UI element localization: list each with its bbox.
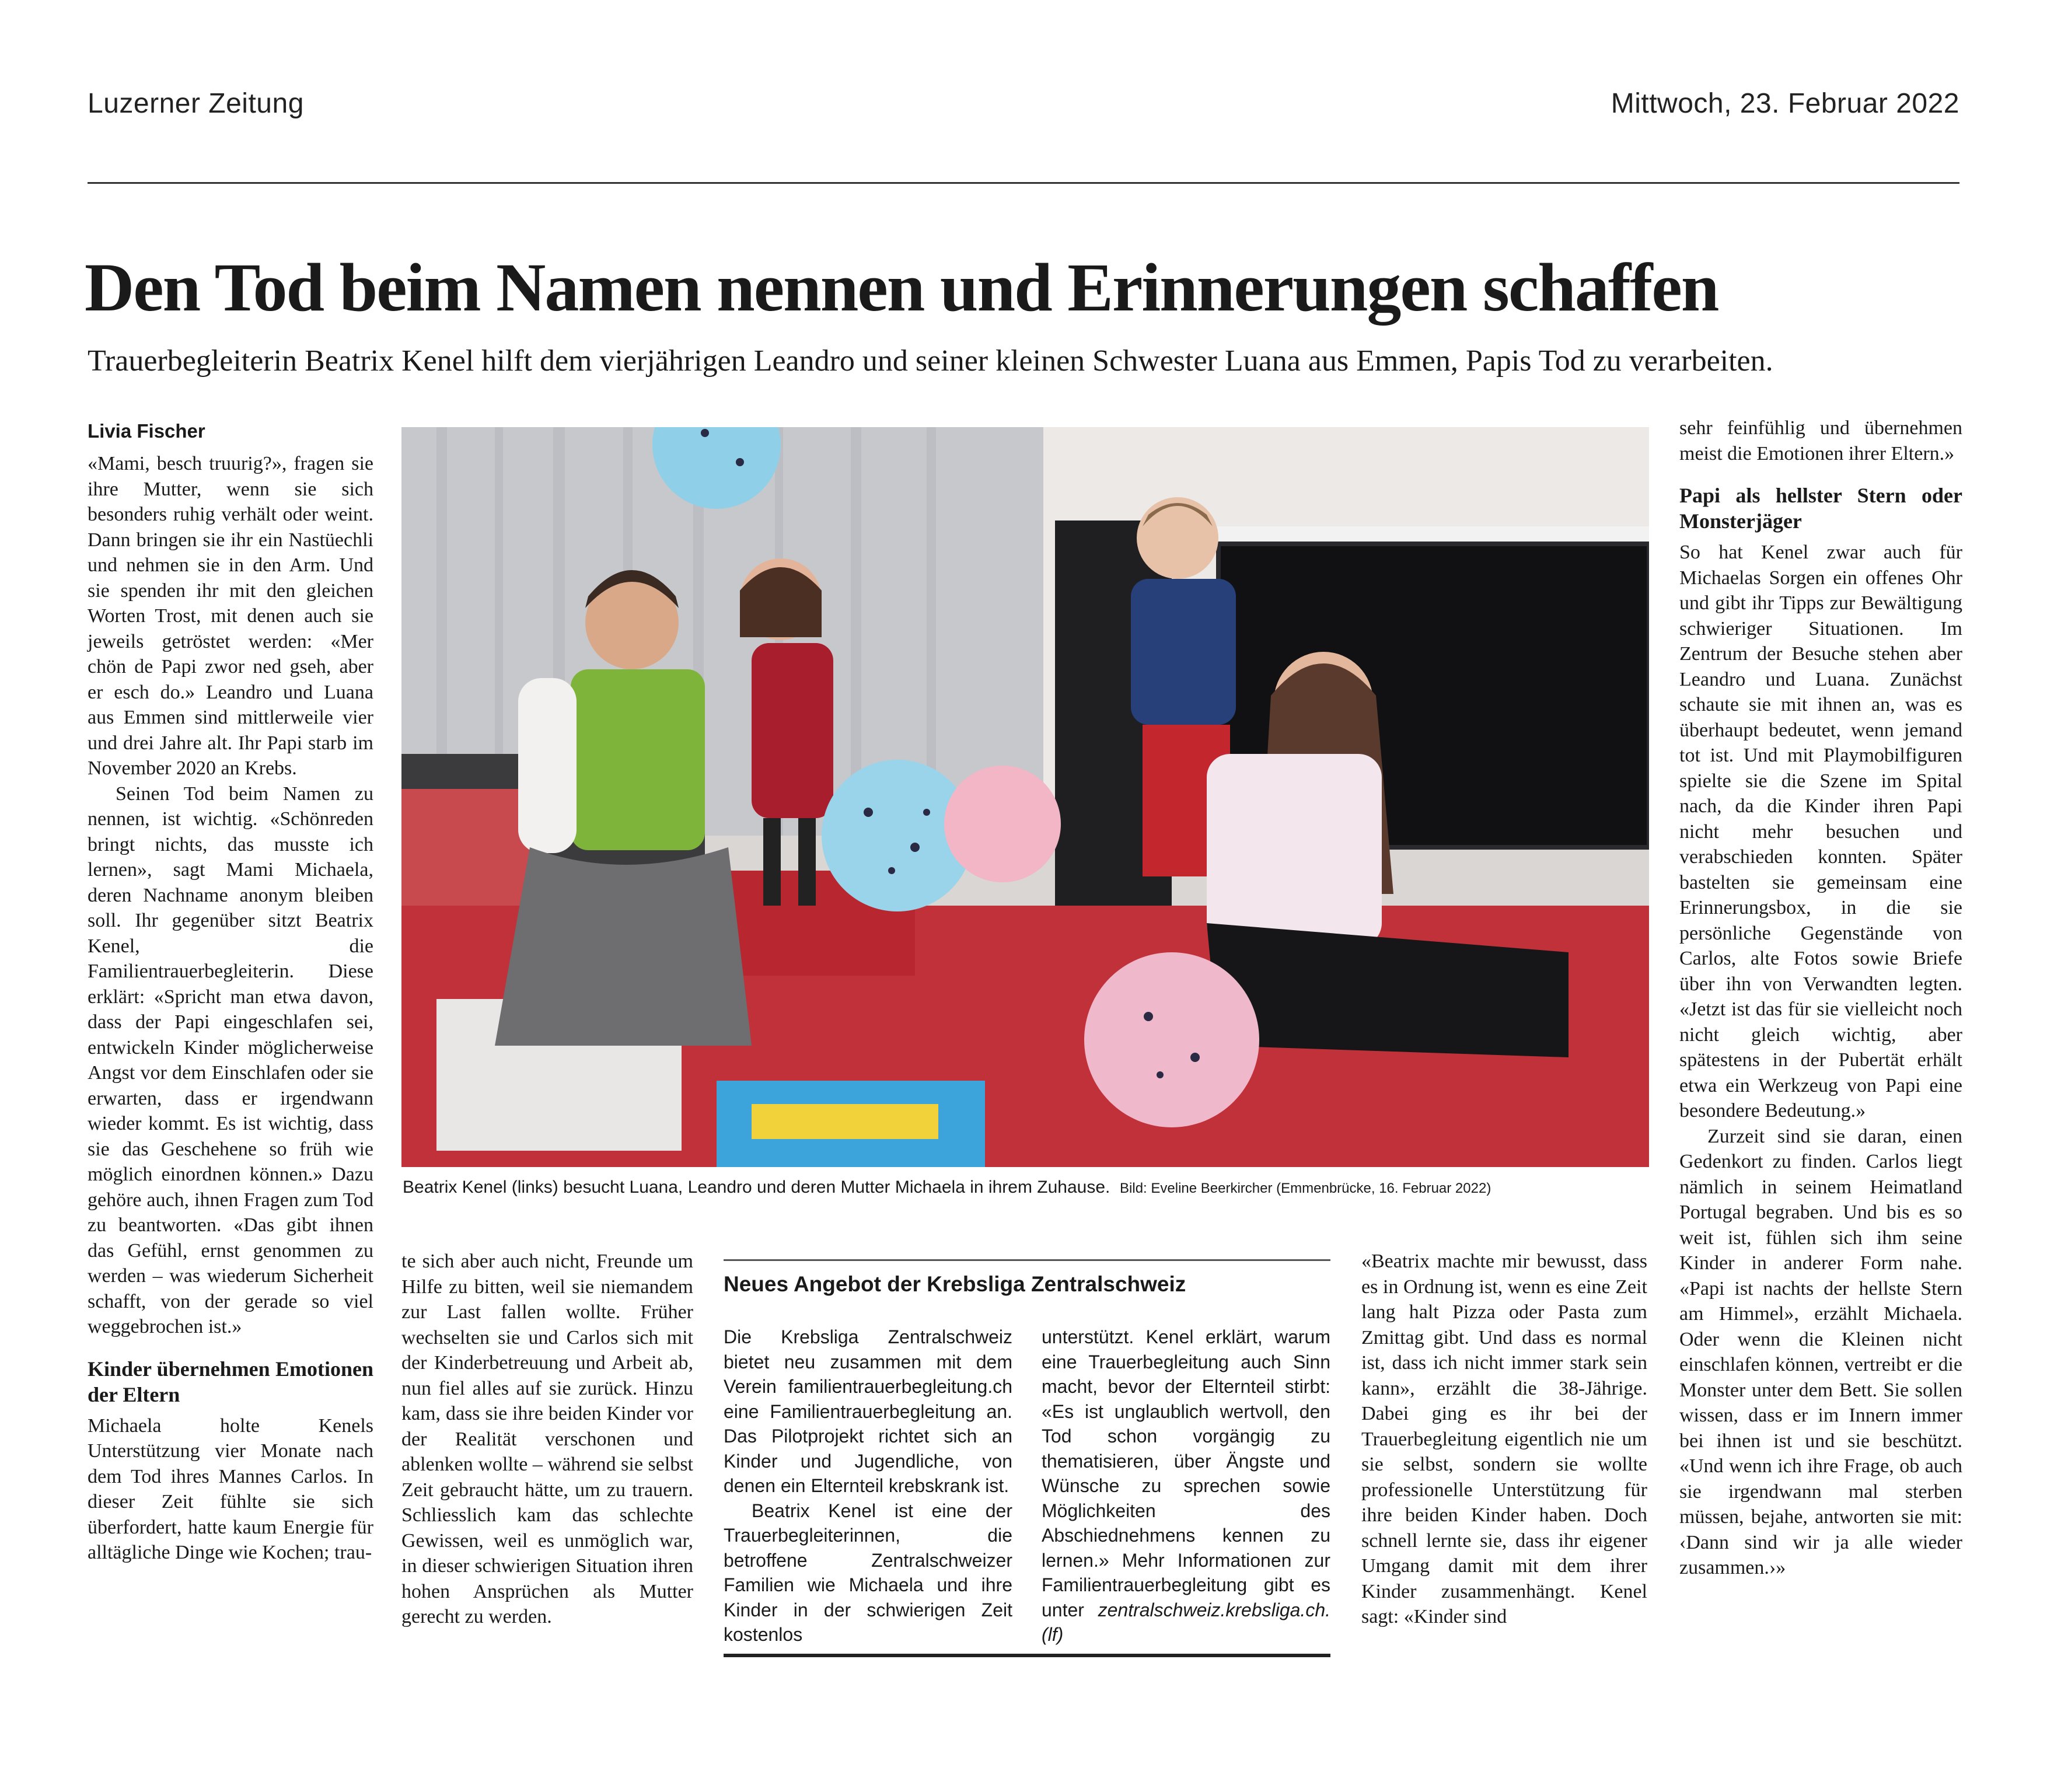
- infobox-top-rule: [724, 1259, 1330, 1261]
- caption-text: Beatrix Kenel (links) besucht Luana, Leandro und deren Mutter Michaela in ihrem Zuhause.: [403, 1178, 1110, 1197]
- infobox-bottom-rule: [724, 1654, 1330, 1657]
- photo-caption: [403, 1178, 1649, 1197]
- headline: Den Tod beim Namen nennen und Erinnerungen schaffen: [85, 249, 1718, 326]
- infobox-paragraph: Die Krebsliga Zentralschweiz bietet neu zusammen mit dem Verein familientrauerbegleitung.ch eine Familientrauerbegleitung an. Das Pilotprojekt richtet sich an Kinder und Jugendliche, von denen ein Elternteil krebskrank ist.: [724, 1326, 1012, 1496]
- infobox-paragraph: unterstützt. Kenel erklärt, warum eine Trauerbegleitung auch Sinn macht, bevor der Elternteil stirbt: «Es ist unglaublich wertvoll, den Tod schon vorgängig zu thematisieren, über Ängste und Wünsche zu sprechen sowie Möglichkeiten des Abschiednehmens kennen zu lernen.» Mehr Informationen zur Familientrauerbegleitung gibt es unter zentralschweiz.krebsliga.ch. (lf): [1042, 1326, 1330, 1645]
- paragraph: te sich aber auch nicht, Freunde um Hilfe zu bitten, weil sie niemandem zur Last fallen wollte. Früher wechselten sie und Carlos sich mit der Kinderbetreuung und Arbeit ab, nun fiel alles auf sie zurück. Hinzu kam, dass sie ihre beiden Kinder vor der Realität verschonen und ablenken wollte – während sie selbst Zeit gebraucht hätte, um zu trauern. Schliesslich kam das schlechte Gewissen, weil es unmöglich war, in dieser schwierigen Situation ihren hohen Ansprüchen als Mutter gerecht zu werden.: [401, 1250, 693, 1627]
- article-column-6: [1679, 415, 1962, 1581]
- paragraph: Zurzeit sind sie daran, einen Gedenkort zu finden. Carlos liegt nämlich in seinem Heimatland Portugal begraben. Und bis es so weit ist, fühlen sich ihm seine Kinder in anderer Form nahe. «Papi ist nachts der hellste Stern am Himmel», erzählt Michaela. Oder wenn die Kleinen nicht einschlafen können, vertreibt er die Monster unter dem Bett. Sie sollen wissen, dass er im Innern immer bei ihnen ist und sie beschützt. «Und wenn ich ihre Frage, ob auch sie irgendwann mal sterben müssen, bejahe, antworten sie mit: ‹Dann sind wir ja alle wieder zusammen.›»: [1679, 1125, 1962, 1578]
- paragraph: «Beatrix machte mir bewusst, dass es in Ordnung ist, wenn es eine Zeit lang halt Pizza oder Pasta zum Zmittag gibt. Und dass es normal ist, dass ich nicht immer stark sein kann», erzählt die 38-Jährige. Dabei ging es ihr bei der Trauerbegleitung eigentlich nie um sie selbst, sondern sie wollte professionelle Unterstützung für ihre beiden Kinder haben. Doch schnell lernte sie, dass ihr eigener Umgang damit mit dem ihrer Kinder zusammenhängt. Kenel sagt: «Kinder sind: [1361, 1250, 1647, 1627]
- paragraph: sehr feinfühlig und übernehmen meist die Emotionen ihrer Eltern.»: [1679, 417, 1962, 464]
- subheading: Kinder übernehmen Emotionen der Eltern: [88, 1357, 373, 1406]
- newspaper-name: Luzerner Zeitung: [88, 88, 304, 119]
- infobox-title: Neues Angebot der Krebsliga Zentralschweiz: [724, 1272, 1186, 1296]
- article-column-1: [88, 451, 373, 1566]
- infobox-column-2: [1042, 1325, 1330, 1647]
- article-column-2: [401, 1249, 693, 1630]
- author-byline: Livia Fischer: [88, 420, 205, 442]
- paragraph: So hat Kenel zwar auch für Michaelas Sorgen ein offenes Ohr und gibt ihr Tipps zur Bewältigung schwieriger Situationen. Im Zentrum der Besuche stehen aber Leandro und Luana. Zunächst schaute sie mit ihnen an, was es überhaupt bedeutet, wenn jemand tot ist. Und mit Playmobilfiguren spielte sie die Szene im Spital nach, da die Kinder ihren Papi nicht mehr besuchen und verabschieden konnten. Später bastelten sie gemeinsam eine Erinnerungsbox, in die sie persönliche Gegenstände von Carlos, alte Fotos sowie Briefe über ihn von Verwandten legten. «Jetzt ist das für sie vielleicht noch nicht gleich wichtig, aber spätestens in der Pubertät erhält etwa ein Werkzeug von Papi eine besondere Bedeutung.»: [1679, 542, 1962, 1122]
- paragraph: Seinen Tod beim Namen zu nennen, ist wichtig. «Schönreden bringt nichts, das musste ich lernen», sagt Mami Michaela, deren Nachname anonym bleiben soll. Ihr gegenüber sitzt Beatrix Kenel, die Familientrauerbegleiterin. Diese erklärt: «Spricht man etwa davon, dass der Papi eingeschlafen sei, entwickeln Kinder möglicherweise Angst vor dem Einschlafen oder sie erwarten, dass er irgendwann wieder kommt. Es ist wichtig, dass sie das Geschehene so früh wie möglich einordnen können.» Dazu gehöre auch, ihnen Fragen zum Tod zu beantworten. «Das gibt ihnen das Gefühl, ernst genommen zu werden – was wiederum Sicherheit schafft, von der gerade so viel weggebrochen ist.»: [88, 783, 373, 1337]
- issue-date: Mittwoch, 23. Februar 2022: [1611, 88, 1959, 119]
- subheading: Papi als hellster Stern oder Monsterjäger: [1679, 484, 1962, 533]
- infobox-link[interactable]: zentralschweiz.krebsliga.ch. (lf): [1042, 1599, 1330, 1645]
- infobox-paragraph: Beatrix Kenel ist eine der Trauerbegleiterinnen, die betroffene Zentralschweizer Familien wie Michaela und ihre Kinder in der schwierigen Zeit kostenlos: [724, 1500, 1012, 1645]
- subheadline: Trauerbegleiterin Beatrix Kenel hilft dem vierjährigen Leandro und seiner kleinen Schwester Luana aus Emmen, Papis Tod zu verarbeiten.: [88, 344, 1773, 378]
- header-rule: [88, 182, 1959, 184]
- article-column-5: [1361, 1249, 1647, 1630]
- article-photo: [401, 427, 1649, 1167]
- paragraph: Michaela holte Kenels Unterstützung vier Monate nach dem Tod ihres Mannes Carlos. In dieser Zeit fühlte sie sich überfordert, hatte kaum Energie für alltägliche Dinge wie Kochen; trau-: [88, 1414, 373, 1563]
- photo-credit: Bild: Eveline Beerkircher (Emmenbrücke, 16. Februar 2022): [1120, 1180, 1491, 1196]
- paragraph: «Mami, besch truurig?», fragen sie ihre Mutter, wenn sie sich besonders ruhig verhält oder weint. Dann bringen sie ihr ein Nastüechli und nehmen sie in den Arm. Und sie spenden ihr mit den gleichen Worten Trost, mit denen auch sie jeweils getröstet werden: «Mer chön de Papi zwor ned gseh, aber er esch do.» Leandro und Luana aus Emmen sind mittlerweile vier und drei Jahre alt. Ihr Papi starb im November 2020 an Krebs.: [88, 453, 373, 779]
- infobox-column-1: [724, 1325, 1012, 1647]
